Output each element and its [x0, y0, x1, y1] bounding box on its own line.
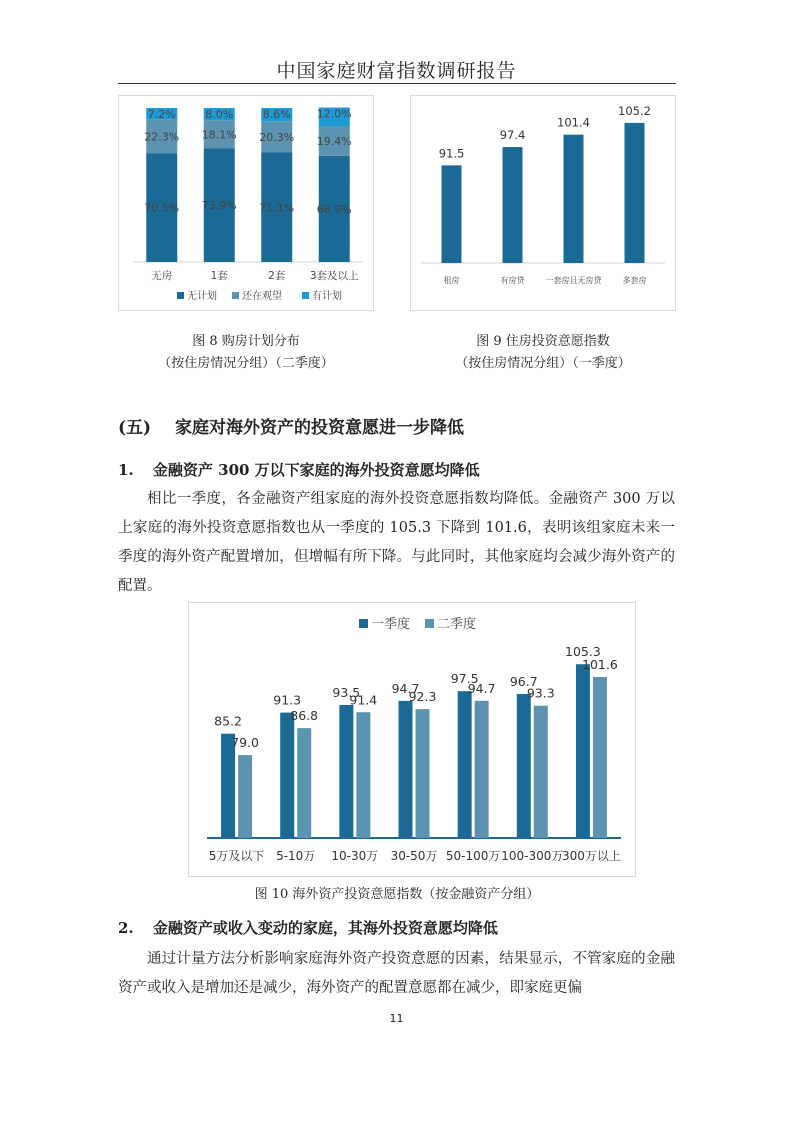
x-tick-label: 3套及以上 [309, 270, 359, 282]
data-label: 91.4 [349, 692, 378, 708]
subsection-2-paragraph: 通过计量方法分析影响家庭海外资产投资意愿的因素，结果显示，不管家庭的金融资产或收入是增加还是减少，海外资产的配置意愿都在减少，即家庭更偏 [118, 951, 675, 996]
x-tick-label: 30-50万 [390, 849, 438, 863]
x-tick-label: 1套 [210, 270, 228, 282]
bar [564, 135, 584, 263]
bar-二季度 [356, 712, 370, 838]
bar-一季度 [458, 691, 472, 838]
x-tick-label: 一套房且无房贷 [545, 276, 602, 285]
bar-二季度 [297, 728, 311, 838]
data-label: 8.6% [262, 108, 291, 121]
header-divider [118, 83, 676, 84]
bar-一季度 [399, 701, 413, 838]
data-label: 7.2% [147, 108, 176, 121]
subsection-2-number: 2. [118, 919, 134, 937]
x-tick-label: 租房 [443, 276, 460, 285]
figure-9-caption-line2: （按住房情况分组）（一季度） [455, 356, 631, 371]
x-tick-label: 5万及以下 [208, 849, 265, 863]
running-header: 中国家庭财富指数调研报告 [276, 60, 517, 82]
data-label: 12.0% [316, 107, 352, 121]
legend-swatch-还在观望 [232, 292, 239, 299]
data-label: 71.1% [259, 201, 295, 215]
page-number: 11 [389, 1012, 404, 1025]
data-label: 73.9% [201, 199, 237, 213]
data-label: 105.2 [618, 103, 651, 118]
x-tick-label: 有房贷 [500, 276, 525, 285]
section-number: (五) [118, 418, 152, 438]
data-label: 93.3 [526, 685, 555, 701]
data-label: 97.4 [499, 128, 526, 143]
legend-label: 无计划 [187, 291, 217, 302]
data-label: 85.2 [214, 713, 242, 729]
data-label: 68.9% [316, 202, 352, 216]
data-label: 91.3 [273, 692, 302, 708]
subsection-1-number: 1. [118, 461, 134, 479]
data-label: 18.1% [201, 128, 237, 142]
subsection-1-heading [118, 459, 480, 480]
legend-swatch-一季度 [359, 619, 368, 628]
subsection-2-title: 金融资产或收入变动的家庭，其海外投资意愿均降低 [152, 919, 498, 937]
data-label: 86.8 [290, 708, 319, 724]
figure-8-caption-line1: 图 8 购房计划分布 [192, 334, 300, 349]
data-label: 96.7 [509, 673, 538, 689]
x-tick-label: 10-30万 [331, 849, 379, 863]
legend-label: 有计划 [312, 291, 342, 302]
bar-二季度 [534, 706, 548, 838]
section-heading [118, 413, 464, 438]
figure-8-caption [118, 331, 374, 375]
bar-一季度 [576, 664, 590, 838]
x-tick-label: 50-100万 [445, 849, 501, 863]
subsection-2-heading [118, 917, 498, 938]
data-label: 19.4% [316, 134, 352, 148]
x-tick-label: 5-10万 [276, 849, 316, 863]
x-tick-label: 100-300万 [501, 849, 564, 863]
bar-一季度 [517, 694, 531, 838]
data-label: 94.7 [467, 680, 496, 696]
figure-9-chart [410, 95, 676, 311]
x-tick-label: 无房 [151, 270, 173, 282]
figure-9-svg [411, 96, 675, 310]
x-tick-label: 2套 [268, 270, 286, 282]
bar [625, 123, 645, 263]
bar-二季度 [593, 677, 607, 838]
section-title: 家庭对海外资产的投资意愿进一步降低 [175, 418, 465, 438]
data-label: 105.3 [565, 644, 601, 660]
figure-10-chart [188, 602, 636, 877]
figure-9-caption-line1: 图 9 住房投资意愿指数 [476, 334, 610, 349]
figure-8-caption-line2: （按住房情况分组）（二季度） [158, 356, 334, 371]
legend-label: 还在观望 [242, 291, 282, 302]
data-label: 22.3% [144, 130, 180, 144]
legend-swatch-无计划 [177, 292, 184, 299]
bar [442, 165, 462, 263]
bar-一季度 [339, 705, 353, 838]
data-label: 20.3% [259, 130, 295, 144]
subsection-1-paragraph: 相比一季度，各金融资产组家庭的海外投资意愿指数均降低。金融资产 300 万以上家庭的海外投资意愿指数也从一季度的 105.3 下降到 101.6，表明该组家庭未来一季度的海外资产配置增加，但增幅有所下降。与此同时，其他家庭均会减少海外资产的配置。 [118, 491, 675, 594]
figure-8-svg [119, 96, 373, 310]
x-tick-label: 多套房 [622, 276, 647, 285]
data-label: 94.7 [391, 680, 420, 696]
bar [503, 147, 523, 263]
figure-10-caption: 图 10 海外资产投资意愿指数（按金融资产分组） [254, 887, 540, 902]
figure-9-caption [410, 331, 676, 375]
bar-二季度 [416, 709, 430, 838]
bar-二季度 [475, 701, 489, 838]
legend-swatch-二季度 [425, 619, 434, 628]
bar-一季度 [280, 713, 294, 838]
data-label: 97.5 [450, 671, 479, 687]
data-label: 101.4 [557, 115, 590, 130]
legend-label: 一季度 [371, 617, 411, 632]
figure-10-svg [189, 603, 635, 876]
data-label: 101.6 [582, 657, 618, 673]
data-label: 70.5% [144, 201, 180, 215]
data-label: 79.0 [231, 735, 259, 751]
data-label: 8.0% [205, 108, 234, 121]
legend-swatch-有计划 [302, 292, 309, 299]
legend-label: 二季度 [437, 617, 477, 632]
figure-8-chart [118, 95, 374, 311]
data-label: 93.5 [332, 685, 361, 700]
bar-二季度 [238, 755, 252, 838]
data-label: 92.3 [408, 689, 437, 705]
x-tick-label: 300万以上 [561, 849, 621, 863]
subsection-1-title: 金融资产 300 万以下家庭的海外投资意愿均降低 [152, 461, 480, 479]
data-label: 91.5 [438, 146, 465, 161]
